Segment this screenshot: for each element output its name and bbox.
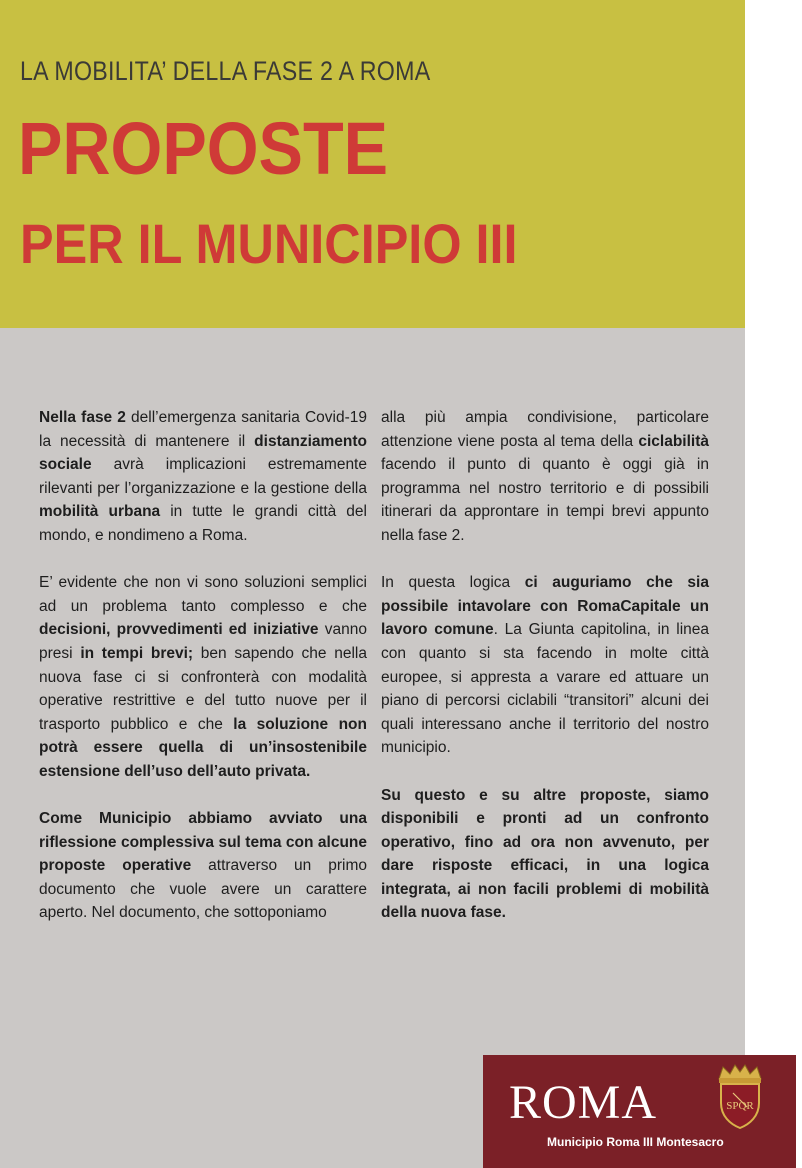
header-banner — [0, 0, 745, 328]
paragraph — [39, 807, 367, 925]
bold-text: la soluzione non potrà essere quella di un’insostenibile estensione dell’uso dell’auto privata. — [39, 715, 367, 780]
page-title: PROPOSTE — [18, 107, 389, 190]
text-run: E’ evidente che non vi sono soluzioni semplici ad un problema tanto complesso e che — [39, 574, 367, 615]
paragraph — [39, 406, 367, 548]
bold-text: distanziamento sociale — [39, 432, 367, 474]
svg-text:SPQR: SPQR — [726, 1100, 754, 1112]
bold-text: Su questo e su altre proposte, siamo disponibili e pronti ad un confronto operativo, fino ad ora non avvenuto, per dare risposte efficaci, in una logica integrata, ai non facili problemi di mobilità della nuova fase. — [381, 786, 709, 922]
bold-text: Nella fase 2 — [39, 409, 126, 426]
roma-capitale-crest-icon — [713, 1063, 767, 1129]
kicker-heading: LA MOBILITA’ DELLA FASE 2 A ROMA — [20, 56, 431, 86]
bold-text: ci auguriamo che sia possibile intavolare con RomaCapitale un lavoro comune — [381, 574, 709, 639]
text-run: in tutte le grandi città del mondo, e nondimeno a Roma. — [39, 503, 367, 544]
roma-municipio-logo — [483, 1055, 796, 1168]
text-run: dell’emergenza sanitaria Covid-19 la necessità di mantenere il — [39, 409, 367, 450]
text-run: ben sapendo che nella nuova fase ci si confronterà con modalità operative restrittive e del tutto nuove per il trasporto pubblico e che — [39, 644, 367, 733]
text-run: avrà implicazioni estremamente rilevanti per l’organizzazione e la gestione della — [39, 456, 367, 497]
paragraph — [381, 406, 709, 548]
logo-wordmark: ROMA — [509, 1076, 658, 1129]
text-column-right — [381, 406, 709, 949]
paragraph — [381, 571, 709, 760]
bold-text: decisioni, provvedimenti ed iniziative — [39, 621, 319, 639]
text-run: alla più ampia condivisione, particolare attenzione viene posta al tema della — [381, 409, 709, 450]
bold-text: ciclabilità — [638, 432, 709, 450]
paragraph — [39, 571, 367, 783]
bold-text: mobilità urbana — [39, 503, 161, 521]
text-run: . La Giunta capitolina, in linea con quanto si sta facendo in molte città europee, si appresta a varare ed attuare un piano di percorsi ciclabili “transitori” alcuni dei quali interessano anche il territorio del nostro municipio. — [381, 621, 710, 757]
text-run: facendo il punto di quanto è oggi già in programma nel nostro territorio e di possibili itinerari da approntare in tempi brevi appunto nella fase 2. — [381, 456, 709, 544]
text-run: vanno presi — [39, 621, 367, 662]
page-subtitle: PER IL MUNICIPIO III — [20, 212, 518, 275]
bold-text: in tempi brevi; — [80, 644, 194, 662]
text-column-left — [39, 406, 367, 949]
text-run: attraverso un primo documento che vuole avere un carattere aperto. Nel documento, che sottoponiamo — [39, 857, 367, 922]
paragraph — [381, 784, 709, 926]
text-run: In questa logica — [381, 574, 525, 592]
bold-text: Come Municipio abbiamo avviato una riflessione complessiva sul tema con alcune proposte operative — [39, 810, 367, 875]
logo-subtitle: Municipio Roma III Montesacro — [547, 1135, 724, 1149]
